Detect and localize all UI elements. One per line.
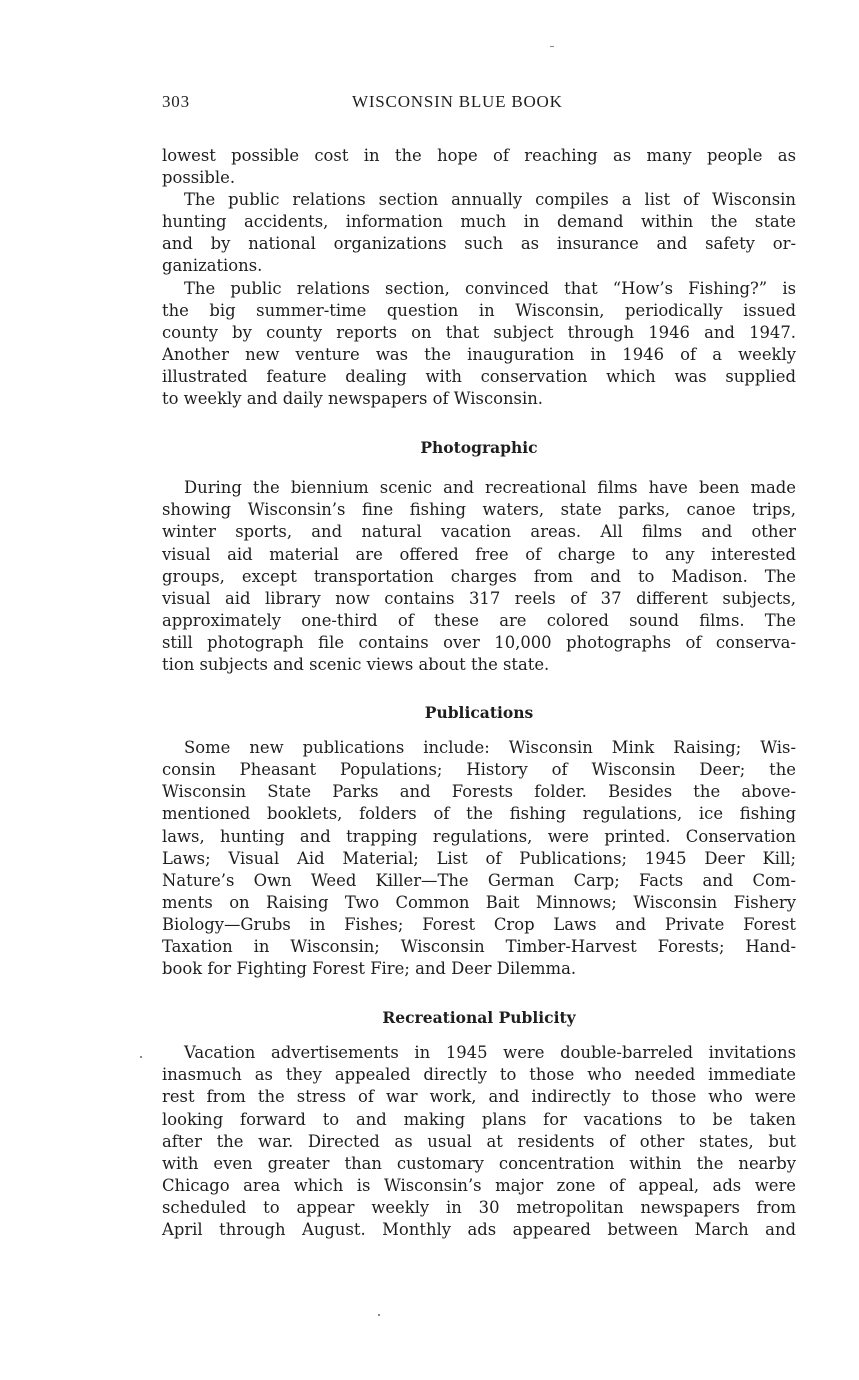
paragraph-hows-fishing: [162, 278, 796, 411]
text-line: rest from the stress of war work, and indirectly to those who were: [162, 1087, 796, 1107]
text-line: The public relations section annually compiles a list of Wisconsin: [184, 190, 796, 210]
section-heading-publications: Publications: [424, 703, 534, 723]
text-line: visual aid library now contains 317 reels of 37 different subjects,: [162, 588, 796, 608]
text-line: Laws; Visual Aid Material; List of Publications; 1945 Deer Kill;: [162, 848, 796, 868]
text-line: groups, except transportation charges from and to Madison. The: [162, 566, 796, 586]
book-title: WISCONSIN BLUE BOOK: [352, 92, 563, 111]
scan-speck: [378, 1314, 380, 1316]
text-line: Taxation in Wisconsin; Wisconsin Timber-Harvest Forests; Hand-: [162, 937, 796, 956]
text-line: visual aid material are offered free of charge to any interested: [162, 544, 796, 564]
paragraph-publications: [162, 737, 796, 980]
section-heading-photographic: Photographic: [420, 438, 538, 458]
text-line: possible.: [162, 168, 236, 188]
text-line: after the war. Directed as usual at residents of other states, but: [162, 1131, 796, 1151]
text-line: Nature’s Own Weed Killer—The German Carp; Facts and Com-: [162, 870, 796, 890]
text-line: and by national organizations such as insurance and safety or-: [162, 234, 796, 254]
page-body: [162, 145, 796, 1241]
text-line: book for Fighting Forest Fire; and Deer Dilemma.: [162, 959, 577, 979]
text-line: winter sports, and natural vacation areas. All films and other: [162, 522, 796, 542]
paragraph-recreational-publicity: [162, 1042, 796, 1241]
text-line: Biology—Grubs in Fishes; Forest Crop Laws and Private Forest: [162, 914, 796, 934]
text-line: Wisconsin State Parks and Forests folder. Besides the above-: [162, 782, 796, 802]
text-line: county by county reports on that subject through 1946 and 1947.: [162, 322, 796, 342]
text-line: illustrated feature dealing with conservation which was supplied: [162, 366, 796, 386]
text-line: inasmuch as they appealed directly to those who needed immediate: [162, 1065, 796, 1085]
text-line: April through August. Monthly ads appeared between March and: [162, 1220, 796, 1240]
text-line: mentioned booklets, folders of the fishing regulations, ice fishing: [162, 804, 796, 824]
paragraph-hunting-accidents: [162, 189, 796, 277]
text-line: tion subjects and scenic views about the state.: [162, 654, 550, 674]
scan-speck: [550, 46, 554, 47]
text-line: During the biennium scenic and recreational films have been made: [184, 478, 796, 498]
text-line: to weekly and daily newspapers of Wisconsin.: [162, 389, 543, 409]
text-line: laws, hunting and trapping regulations, were printed. Conservation: [162, 826, 796, 846]
paragraph-photographic: [162, 477, 796, 676]
text-line: lowest possible cost in the hope of reaching as many people as: [162, 146, 796, 165]
text-line: the big summer-time question in Wisconsin, periodically issued: [162, 300, 796, 320]
text-line: scheduled to appear weekly in 30 metropolitan newspapers from: [162, 1197, 796, 1217]
text-line: consin Pheasant Populations; History of Wisconsin Deer; the: [162, 760, 796, 780]
page-number: 303: [162, 92, 190, 111]
text-line: approximately one-third of these are colored sound films. The: [162, 610, 796, 630]
text-line: ments on Raising Two Common Bait Minnows; Wisconsin Fishery: [162, 892, 796, 912]
text-line: Chicago area which is Wisconsin’s major zone of appeal, ads were: [162, 1175, 796, 1195]
scan-speck: [140, 1056, 142, 1058]
text-line: showing Wisconsin’s fine fishing waters, state parks, canoe trips,: [162, 500, 796, 520]
text-line: with even greater than customary concentration within the nearby: [162, 1153, 796, 1173]
text-line: Another new venture was the inauguration in 1946 of a weekly: [162, 344, 796, 364]
text-line: The public relations section, convinced that “How’s Fishing?” is: [184, 278, 796, 298]
text-line: hunting accidents, information much in demand within the state: [162, 212, 796, 232]
text-line: looking forward to and making plans for vacations to be taken: [162, 1109, 796, 1129]
text-line: ganizations.: [162, 256, 263, 276]
text-line: still photograph file contains over 10,000 photographs of conserva-: [162, 632, 796, 652]
text-line: Some new publications include: Wisconsin Mink Raising; Wis-: [184, 738, 796, 758]
paragraph-continuation: [162, 145, 796, 189]
running-head: [162, 92, 796, 116]
section-heading-recreational-publicity: Recreational Publicity: [382, 1008, 576, 1028]
text-line: Vacation advertisements in 1945 were double-barreled invitations: [184, 1043, 796, 1063]
